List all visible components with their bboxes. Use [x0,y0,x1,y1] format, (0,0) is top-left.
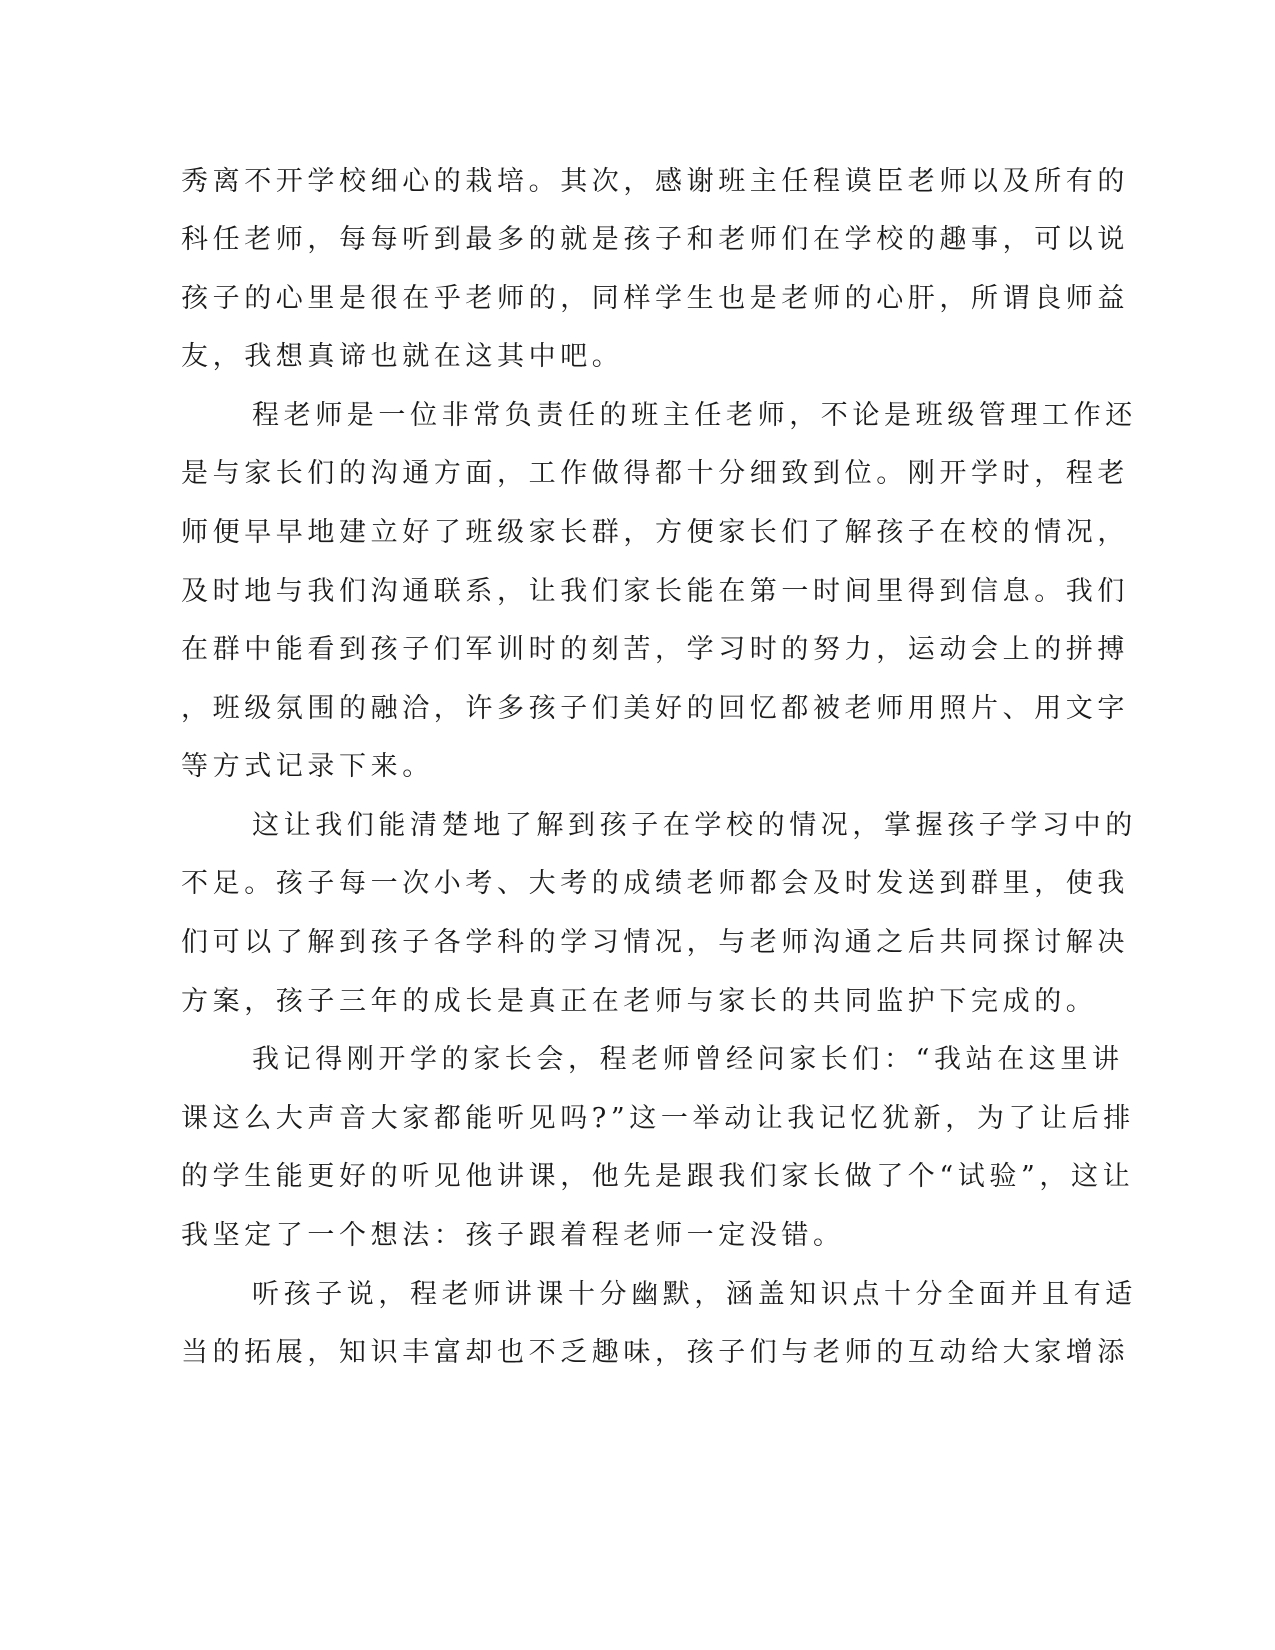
text-line: 不足。孩子每一次小考、大考的成绩老师都会及时发送到群里，使我 [181,868,1129,899]
text-line: 是与家长们的沟通方面，工作做得都十分细致到位。刚开学时，程老 [181,458,1129,489]
text-line: 我坚定了一个想法：孩子跟着程老师一定没错。 [181,1220,845,1251]
text-line: 课这么大声音大家都能听见吗?”这一举动让我记忆犹新，为了让后排 [181,1103,1135,1134]
text-line: 在群中能看到孩子们军训时的刻苦，学习时的努力，运动会上的拼搏 [181,634,1129,665]
text-line: 及时地与我们沟通联系，让我们家长能在第一时间里得到信息。我们 [181,576,1129,607]
text-line: 友，我想真谛也就在这其中吧。 [181,341,624,372]
text-line: 方案，孩子三年的成长是真正在老师与家长的共同监护下完成的。 [181,986,1098,1017]
text-line: 这让我们能清楚地了解到孩子在学校的情况，掌握孩子学习中的 [252,810,1137,841]
text-line: 们可以了解到孩子各学科的学习情况，与老师沟通之后共同探讨解决 [181,927,1129,958]
text-line: 科任老师，每每听到最多的就是孩子和老师们在学校的趣事，可以说 [181,224,1129,255]
text-line: 师便早早地建立好了班级家长群，方便家长们了解孩子在校的情况， [181,517,1129,548]
text-line: 我记得刚开学的家长会，程老师曾经问家长们：“我站在这里讲 [252,1044,1124,1075]
text-line: 的学生能更好的听见他讲课，他先是跟我们家长做了个“试验”，这让 [181,1161,1135,1192]
text-line: 程老师是一位非常负责任的班主任老师，不论是班级管理工作还 [252,400,1137,431]
text-line: 听孩子说，程老师讲课十分幽默，涵盖知识点十分全面并且有适 [252,1279,1137,1310]
text-line: ，班级氛围的融洽，许多孩子们美好的回忆都被老师用照片、用文字 [181,693,1129,724]
text-line: 秀离不开学校细心的栽培。其次，感谢班主任程谟臣老师以及所有的 [181,166,1129,197]
text-line: 孩子的心里是很在乎老师的，同样学生也是老师的心肝，所谓良师益 [181,283,1129,314]
text-line: 等方式记录下来。 [181,751,434,782]
text-line: 当的拓展，知识丰富却也不乏趣味，孩子们与老师的互动给大家增添 [181,1337,1129,1368]
